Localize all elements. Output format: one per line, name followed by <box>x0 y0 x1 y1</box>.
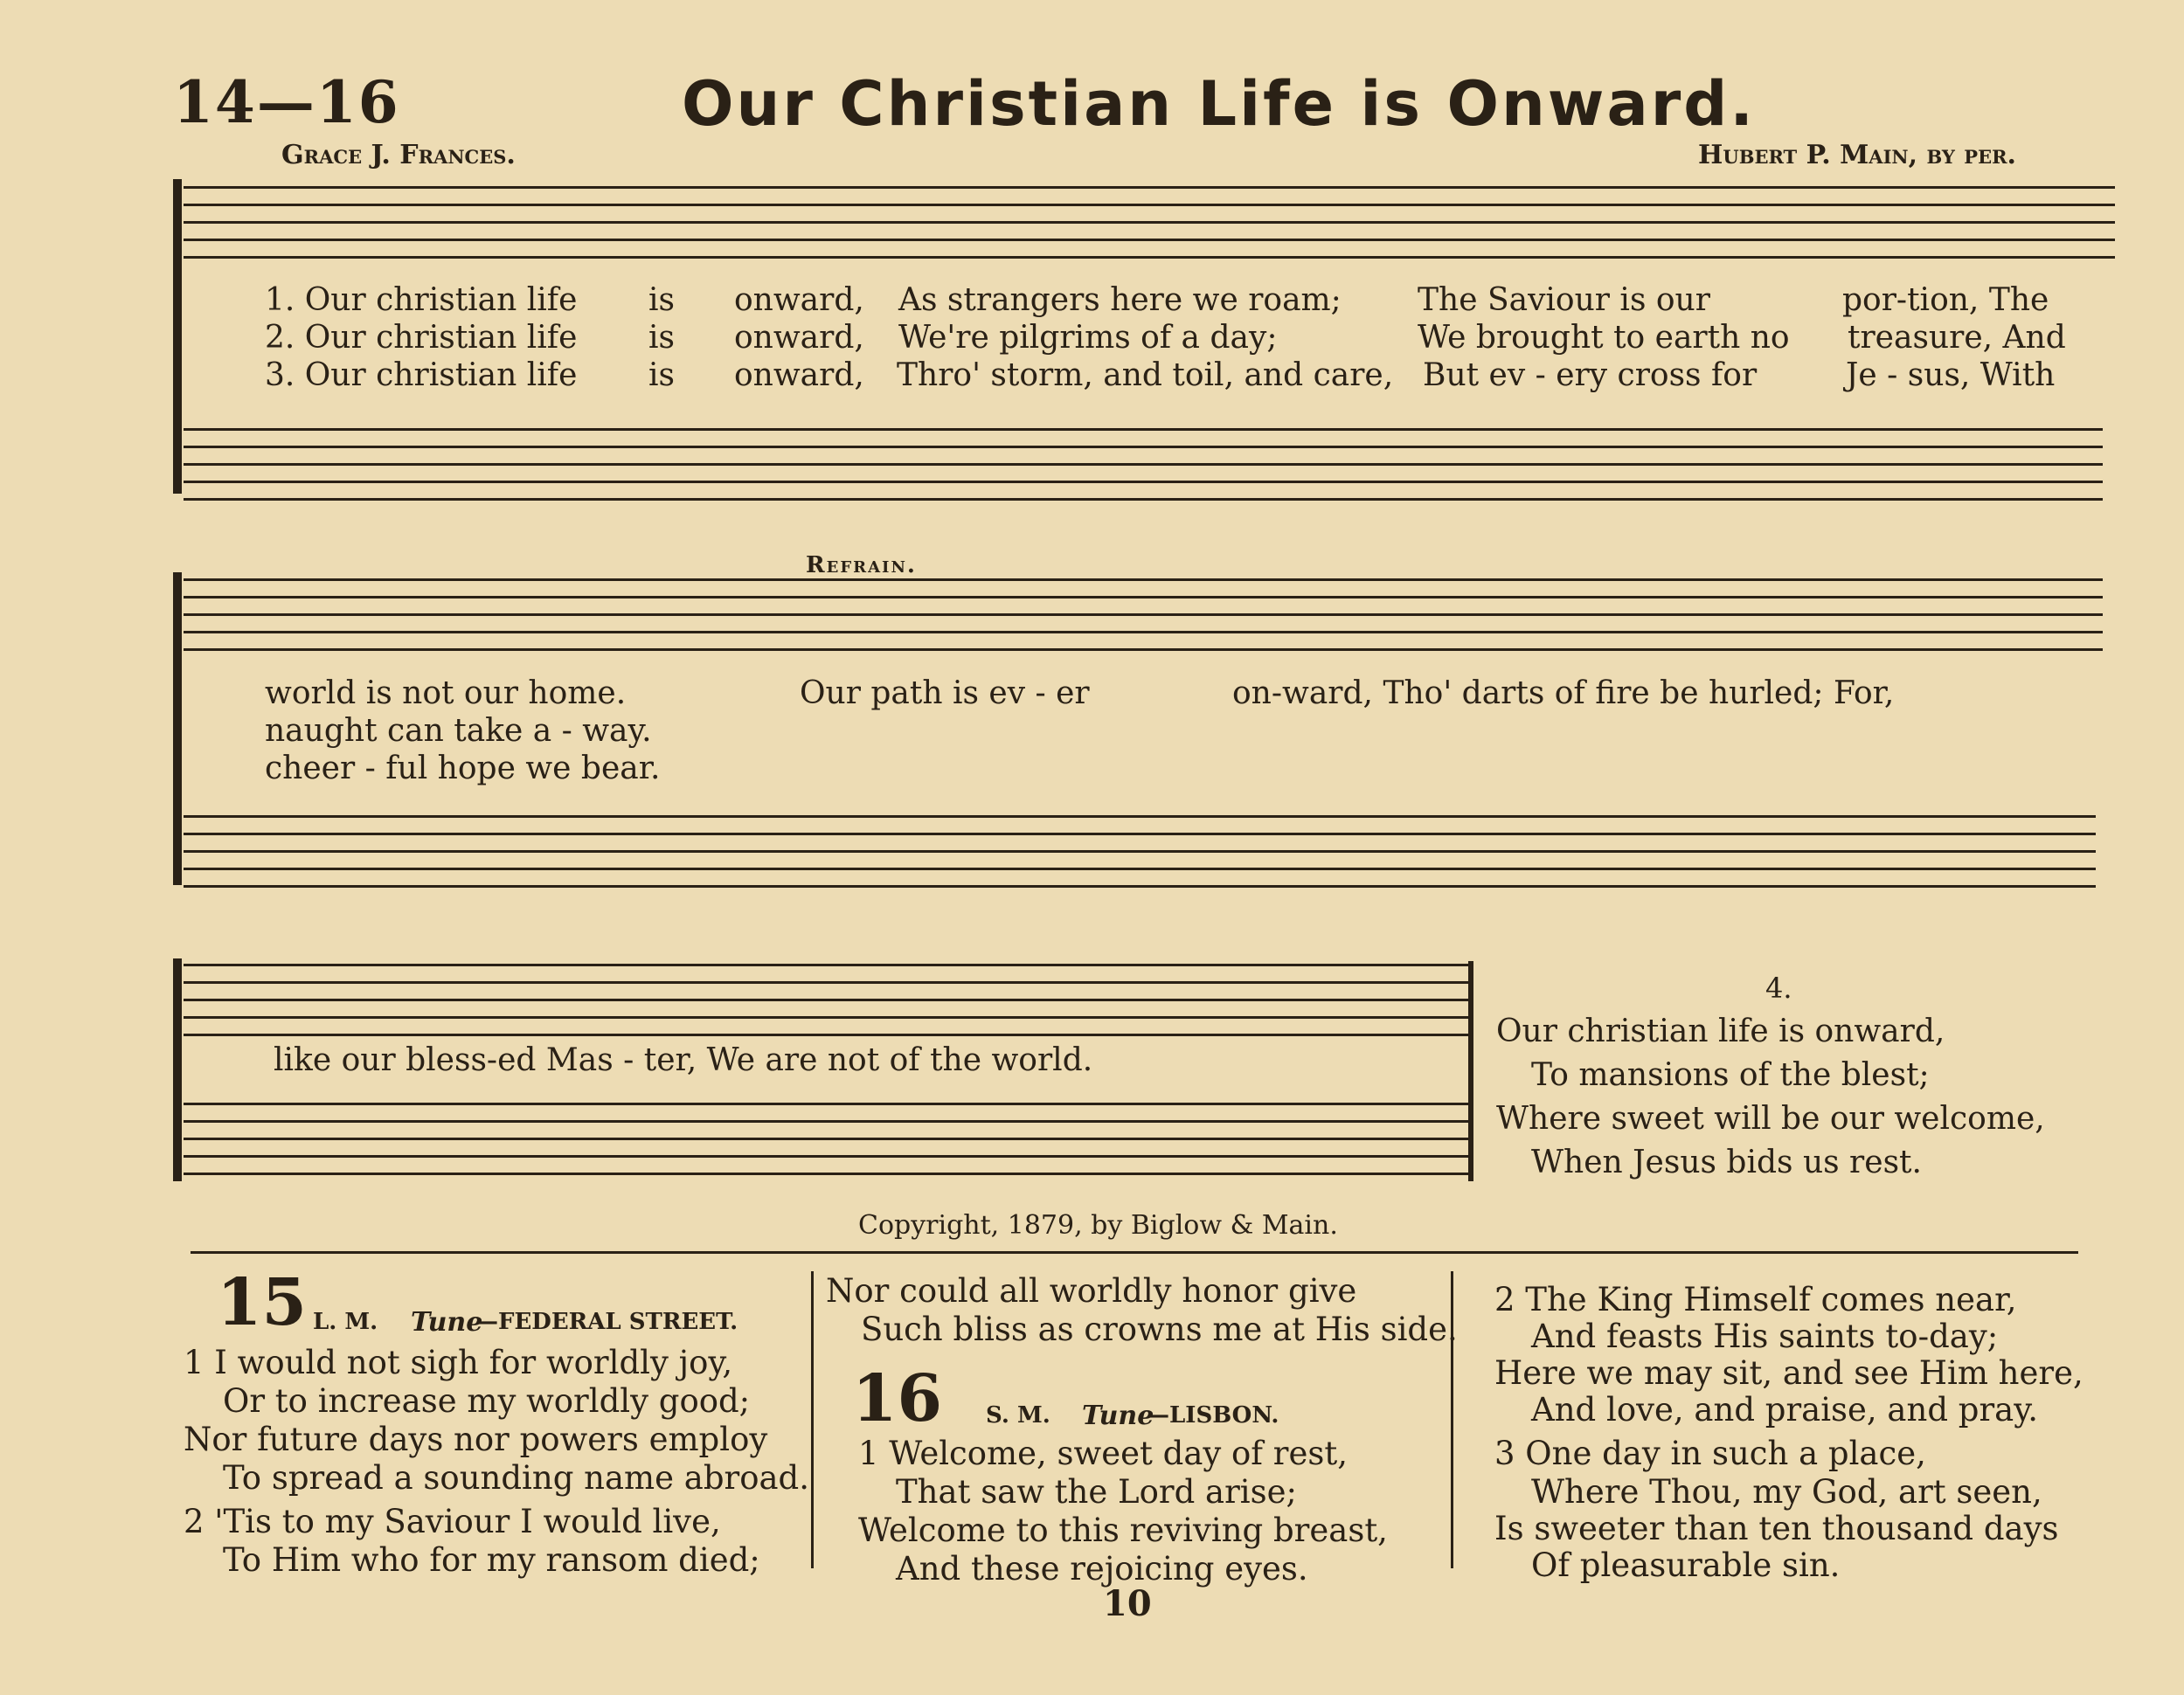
lyricist-credit: Grace J. Frances. <box>281 140 516 170</box>
hymn-16-tune-prefix: Tune <box>1082 1401 1154 1431</box>
verse-4-line: Our christian life is onward, <box>1496 1014 1945 1049</box>
hymn-15-line: 1 I would not sigh for worldly joy, <box>184 1344 733 1381</box>
hymn-16-line: Welcome to this reviving breast, <box>858 1512 1388 1549</box>
lyric-line: like our bless-ed Mas - ter, We are not of the world. <box>274 1042 1093 1078</box>
hymn-16-line: And these rejoicing eyes. <box>896 1550 1308 1588</box>
hymn-15-line: To spread a sounding name abroad. <box>223 1459 809 1497</box>
hymn-16-line: And love, and praise, and pray. <box>1531 1391 2038 1429</box>
hymn-16-line: Is sweeter than ten thousand days <box>1494 1510 2059 1547</box>
bass-staff <box>184 1103 1473 1175</box>
hymn-number-range: 14—16 <box>173 68 400 136</box>
lyric-verse-2: 2. Our christian life is onward, We're pilgrims of a day; We brought to earth no treasure, And <box>265 320 2066 356</box>
hymn-16-number: 16 <box>852 1361 942 1436</box>
treble-staff <box>184 186 2115 259</box>
hymn-15-number: 15 <box>217 1265 307 1340</box>
hymn-16-line: That saw the Lord arise; <box>896 1473 1297 1511</box>
page-number: 10 <box>1103 1583 1152 1624</box>
lyric-verse-1: 1. Our christian life is onward, As strangers here we roam; The Saviour is our por-tion, The <box>265 282 2049 318</box>
bass-staff <box>184 428 2103 501</box>
hymn-15-line: Such bliss as crowns me at His side. <box>861 1311 1458 1348</box>
hymn-16-line: 1 Welcome, sweet day of rest, <box>858 1435 1348 1472</box>
treble-staff <box>184 578 2103 651</box>
hymn-16-tune-name: —LISBON. <box>1147 1402 1279 1429</box>
hymn-15-line: 2 'Tis to my Saviour I would live, <box>184 1503 721 1540</box>
hymn-16-line: 3 One day in such a place, <box>1494 1435 1926 1472</box>
hymn-16-line: Here we may sit, and see Him here, <box>1494 1354 2083 1392</box>
column-divider <box>811 1271 814 1568</box>
hymn-15-line: Nor future days nor powers employ <box>184 1421 768 1458</box>
hymn-15-line: Or to increase my worldly good; <box>223 1382 751 1420</box>
hymn-16-meter: S. M. <box>986 1402 1050 1429</box>
hymn-16-line: Where Thou, my God, art seen, <box>1531 1473 2042 1511</box>
lyric-verse-1: world is not our home. Our path is ev - er on-ward, Tho' darts of fire be hurled; For, <box>265 675 1895 711</box>
hymn-16-line: 2 The King Himself comes near, <box>1494 1281 2017 1318</box>
copyright-notice: Copyright, 1879, by Biglow & Main. <box>858 1210 1338 1241</box>
hymn-15-line: To Him who for my ransom died; <box>223 1541 760 1579</box>
hymn-title: Our Christian Life is Onward. <box>682 68 1756 140</box>
verse-4-line: When Jesus bids us rest. <box>1531 1145 1922 1180</box>
hymn-15-tune-prefix: Tune <box>411 1307 483 1338</box>
lyric-verse-3: 3. Our christian life is onward, Thro' storm, and toil, and care, But ev - ery cross for Je - sus, With <box>265 357 2056 393</box>
hymn-15-meter: L. M. <box>313 1309 378 1335</box>
verse-4-line: Where sweet will be our welcome, <box>1496 1101 2045 1137</box>
hymn-15-tune-name: —FEDERAL STREET. <box>475 1309 738 1335</box>
hymn-15-line: Nor could all worldly honor give <box>826 1272 1357 1310</box>
refrain-label: Refrain. <box>806 552 917 578</box>
verse-4-number: 4. <box>1765 972 1792 1005</box>
hymn-16-line: Of pleasurable sin. <box>1531 1546 1841 1584</box>
treble-staff <box>184 964 1473 1036</box>
bass-staff <box>184 815 2096 888</box>
horizontal-divider <box>191 1251 2078 1254</box>
hymn-16-line: And feasts His saints to-day; <box>1531 1318 1999 1355</box>
lyric-verse-3: cheer - ful hope we bear. <box>265 751 661 786</box>
lyric-verse-2: naught can take a - way. <box>265 713 652 749</box>
composer-credit: Hubert P. Main, by per. <box>1698 140 2016 170</box>
verse-4-line: To mansions of the blest; <box>1531 1057 1930 1093</box>
